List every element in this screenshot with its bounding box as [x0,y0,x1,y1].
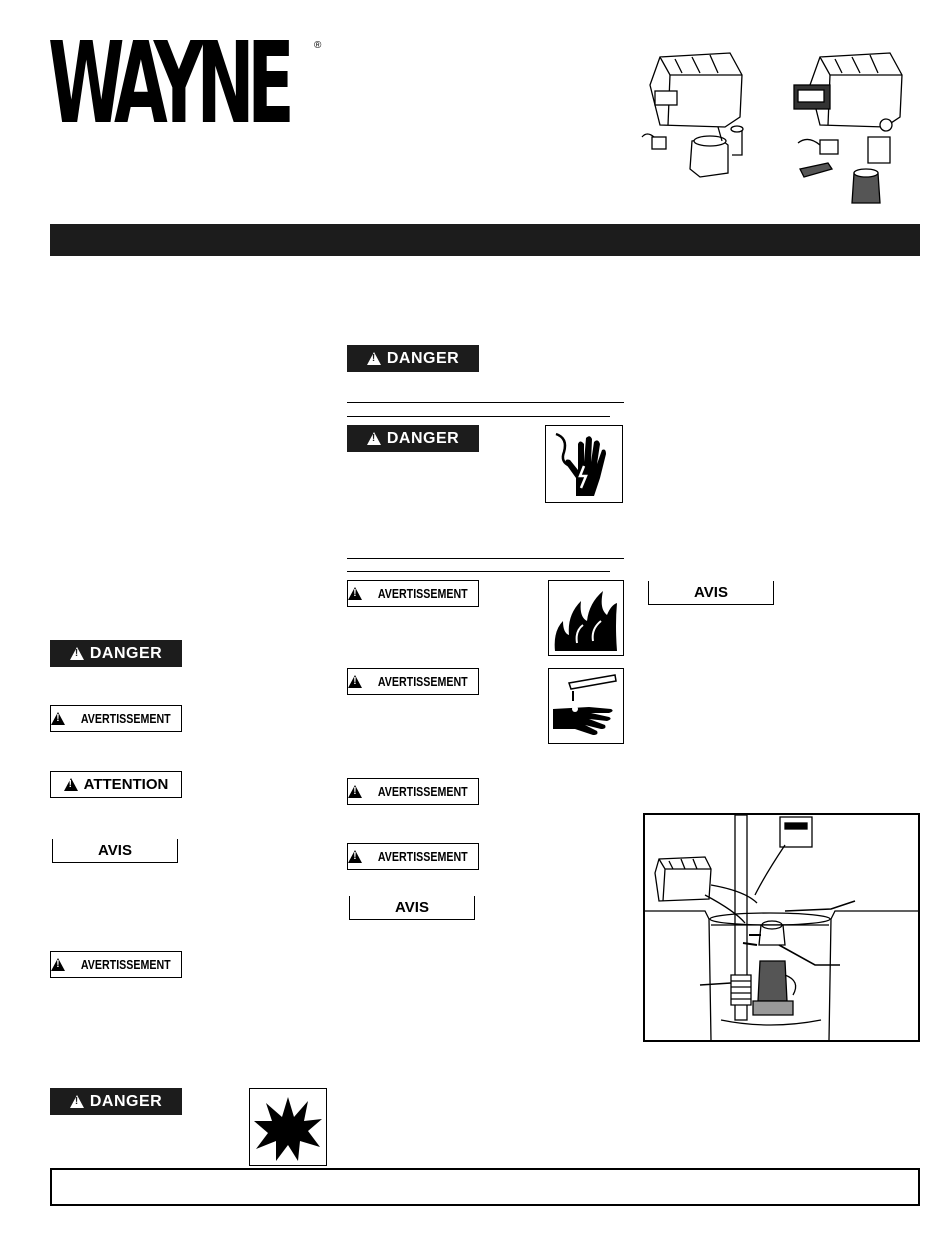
danger-label: ! DANGER [347,425,479,452]
registered-mark: ® [314,40,322,51]
avertissement-label: ! AVERTISSEMENT [347,843,479,870]
electric-shock-hand-icon [545,425,623,503]
danger-label: ! DANGER [347,345,479,372]
attention-label: ! ATTENTION [50,771,182,798]
footer-box [50,1168,920,1206]
acid-burn-hand-icon [548,668,624,744]
wayne-logo: WAYNE [48,19,288,149]
avertissement-label: ! AVERTISSEMENT [347,778,479,805]
avertissement-label: ! AVERTISSEMENT [347,668,479,695]
divider [347,558,624,559]
battery-box-kit-2 [794,53,902,203]
danger-label: ! DANGER [50,640,182,667]
divider [347,416,610,417]
divider [347,402,624,403]
avis-label: AVIS [648,581,774,605]
avis-label: AVIS [349,896,475,920]
avertissement-label: ! AVERTISSEMENT [50,951,182,978]
installation-diagram [643,813,920,1042]
avis-label: AVIS [52,839,178,863]
danger-label: ! DANGER [50,1088,182,1115]
fire-flame-icon [548,580,624,656]
avertissement-label: ! AVERTISSEMENT [347,580,479,607]
battery-box-kit-1 [642,53,743,177]
avertissement-label: ! AVERTISSEMENT [50,705,182,732]
title-bar [50,224,920,256]
explosion-icon [249,1088,327,1166]
divider [347,571,610,572]
product-illustrations [630,45,920,215]
